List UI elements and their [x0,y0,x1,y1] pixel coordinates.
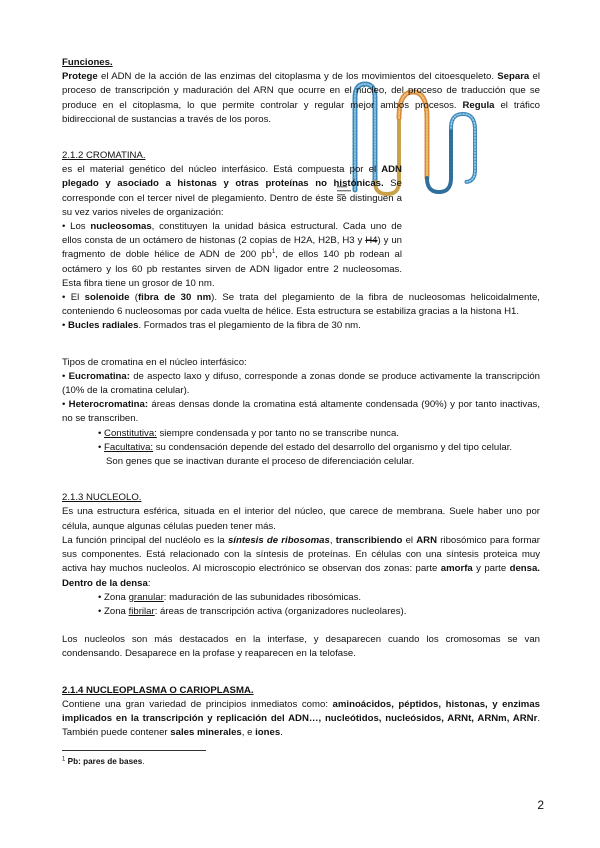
funciones-paragraph: Protege el ADN de la acción de las enzimas del citoplasma y de los movimientos del citoesqueleto. Separa el proceso de transcripción y maduración del ARN que ocurre en el núcleo, del proceso de traducción que se produce en el citoplasma, lo que permite controlar y regular mejor ambos procesos. Regula el tráfico bidireccional de sustancias a través de los poros. [62,71,541,125]
nucleosomas-item: • Los nucleosomas, constituyen la unidad básica estructural. Cada uno de ellos consta de un octámero de histonas (2 copias de H2A, H2B, H3 y H4) y un fragmento de doble hélice de ADN de 200 $pb^1$, de ellos 140 pb rodean al octámero y los 60 pb restantes sirven de ADN ligador entre 2 nucleosomas. Esta fibra tiene un grosor de 10 nm. [62,221,403,289]
facultativa-item: • Facultativa: su condensación depende del estado del desarrollo del organismo y del tipo celular. [98,441,513,453]
bucles-item: • Bucles radiales. Formados tras el plegamiento de la fibra de 30 nm. [62,320,361,332]
zona-fibrilar-item: • Zona fibrilar: áreas de transcripción activa (organizadores nucleolares). [98,605,407,617]
zona-granular-item: • Zona granular: maduración de las subunidades ribosómicas. [98,591,362,603]
cromatina-intro: es el material genético del núcleo interfásico. Está compuesta por el ADN plegado y asociado a histonas y otras proteínas no histónicas. Se corresponde con el tercer nivel de plegamiento. Dentro de éste se distinguen a su vez varios niveles de organización: [62,164,402,218]
nucleolo-paragraph-1: Es una estructura esférica, situada en el interior del núcleo, que carece de membrana. Suele haber uno por célula, aunque algunas células pueden tener más. [62,506,540,532]
heterocromatina-item: • Heterocromatina: áreas densas donde la cromatina está altamente condensada (90%) y por tanto inactivas, no se transcriben. [62,399,540,425]
page-number: 2 [537,798,544,812]
footnote: $^1$ Pb: pares de bases. [62,756,145,767]
nucleoplasma-heading: 2.1.4 NUCLEOPLASMA O CARIOPLASMA. [62,684,254,696]
eucromatina-item: • Eucromatina: de aspecto laxo y difuso, corresponde a zonas donde se produce activamente la transcripción (10% de la cromatina celular). [62,370,540,397]
nucleoplasma-paragraph: Contiene una gran variedad de principios inmediatos como: aminoácidos, péptidos, histonas, y enzimas implicados en la transcripción y replicación del ADN…, nucleótidos, nucleósidos, ARNt, ARNm, ARNr. También puede contener sales minerales, e iones. [62,698,541,739]
cromatina-heading: 2.1.2 CROMATINA. [62,150,146,162]
funciones-heading: Funciones. [62,57,113,68]
solenoide-item: • El solenoide (fibra de 30 nm). Se trata del plegamiento de la fibra de nucleosomas helicoidalmente, conteniendo 6 nucleosomas por cada vuelta de hélice. Esta estructura se estabiliza gracias a la histona H1. [62,292,540,318]
tipos-intro: Tipos de cromatina en el núcleo interfásico: [62,356,247,368]
footnote-separator [62,750,206,751]
nucleolo-paragraph-3: Los nucleolos son más destacados en la interfase, y desaparecen cuando los cromosomas se van condensando. Desaparece en la profase y reaparecen en la telofase. [62,634,540,660]
constitutiva-item: • Constitutiva: siempre condensada y por tanto no se transcribe nunca. [98,427,399,439]
document-page [62,56,540,770]
facultativa-note: Son genes que se inactivan durante el proceso de diferenciación celular. [106,456,415,468]
nucleolo-heading: 2.1.3 NUCLEOLO. [62,492,142,504]
nucleolo-paragraph-2: La función principal del nucléolo es la síntesis de ribosomas, transcribiendo el ARN ribosómico para formar sus componentes. Está relacionado con la síntesis de proteínas. En células con una síntesis proteica muy activa hay muchos nucleolos. Al microscopio electrónico se observan dos zonas: parte amorfa y parte densa. Dentro de la densa: [62,534,540,589]
